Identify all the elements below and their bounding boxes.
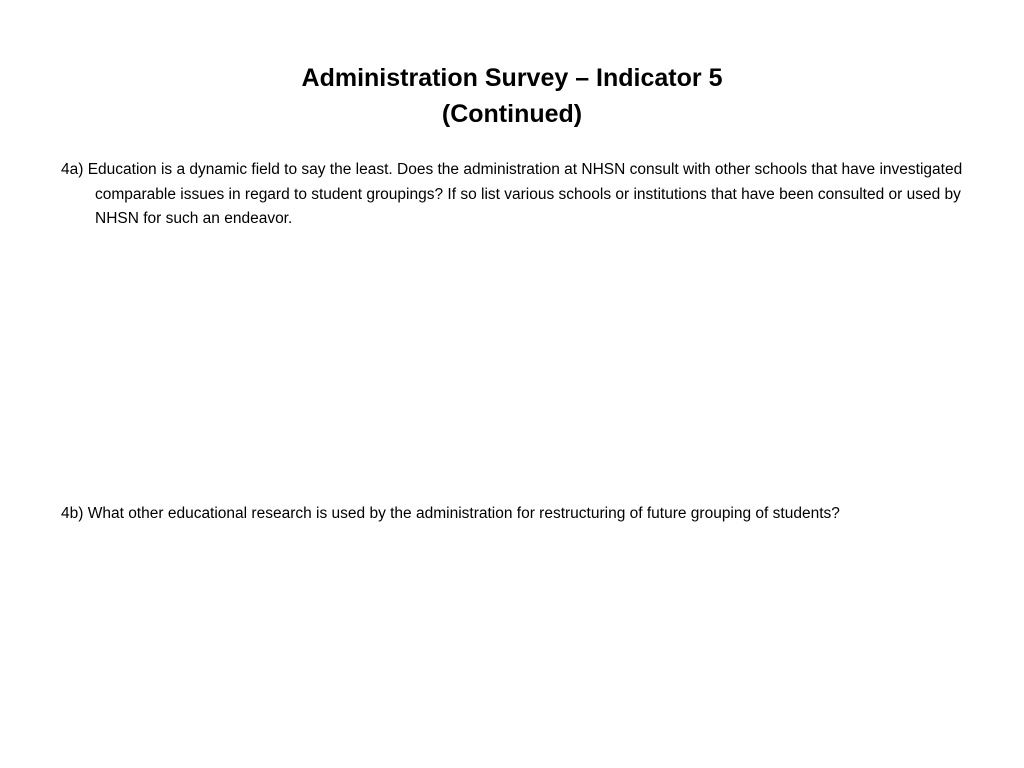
title-line-2: (Continued) xyxy=(441,100,583,128)
question-4a: 4a) Education is a dynamic field to say the least. Does the administration at NHSN consult with other schools that have investigated comparable issues in regard to student groupings? If so list various schools or institutions that have been consulted or used by NHSN for such an endeavor. xyxy=(61,161,963,227)
title-line-1: Administration Survey – Indicator 5 xyxy=(301,64,723,92)
page-title xyxy=(0,60,1024,132)
question-4b: 4b) What other educational research is used by the administration for restructuring of future grouping of students? xyxy=(61,505,840,522)
